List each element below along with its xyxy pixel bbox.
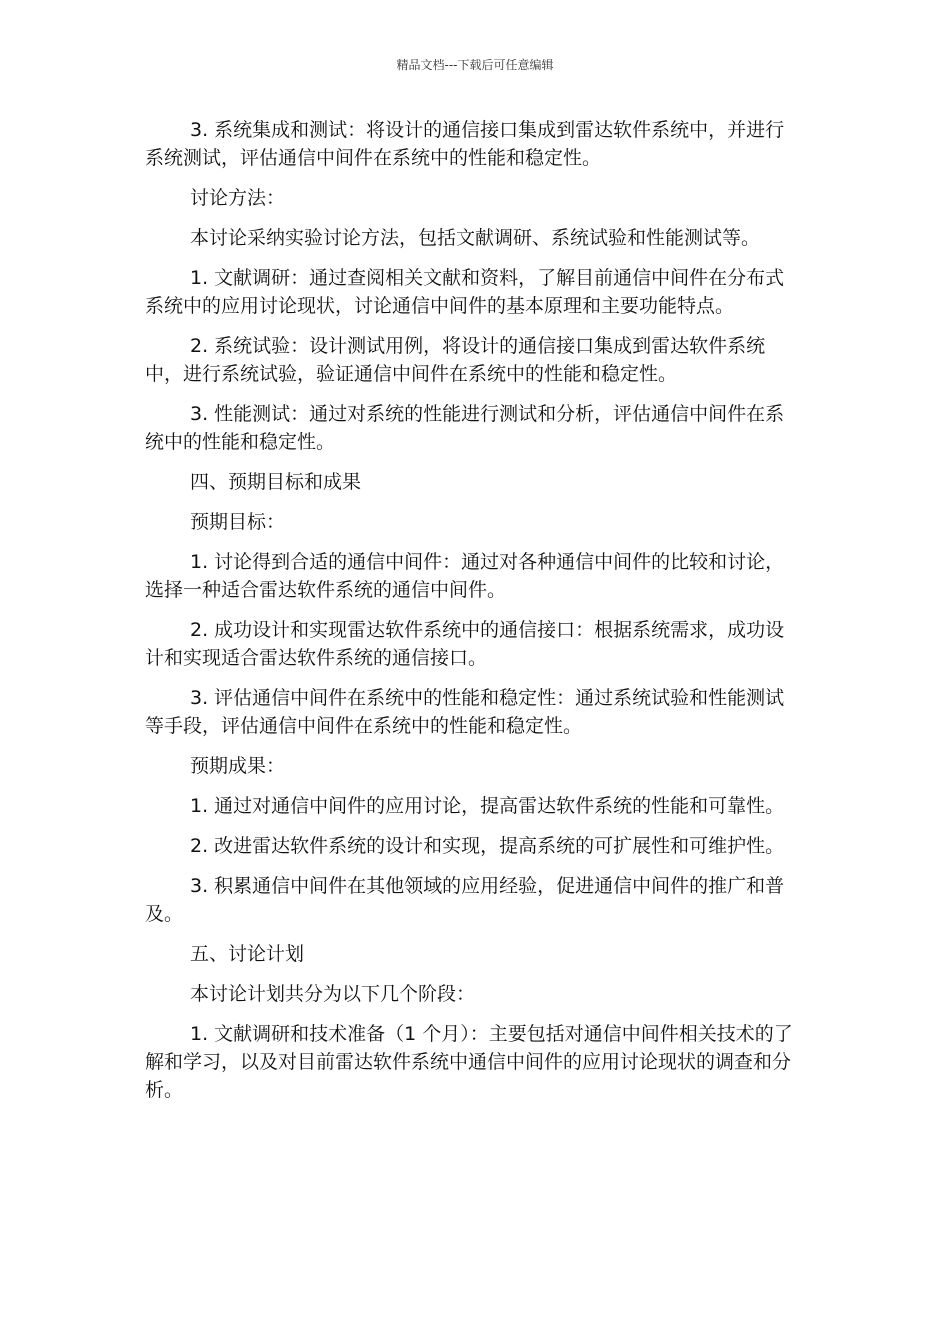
paragraph-method-intro: 本讨论采纳实验讨论方法，包括文献调研、系统试验和性能测试等。 — [190, 227, 761, 249]
paragraph-goal-1: 1. 讨论得到合适的通信中间件：通过对各种通信中间件的比较和讨论，选择一种适合雷达软件系统的通信中间件。 — [145, 551, 785, 601]
section-heading-goals: 四、预期目标和成果 — [190, 471, 362, 493]
paragraph-results-heading: 预期成果： — [190, 755, 286, 777]
paragraph-result-3: 3. 积累通信中间件在其他领域的应用经验，促进通信中间件的推广和普及。 — [145, 875, 785, 925]
paragraph-result-2: 2. 改进雷达软件系统的设计和实现，提高系统的可扩展性和可维护性。 — [190, 835, 785, 857]
paragraph-system-test: 2. 系统试验：设计测试用例，将设计的通信接口集成到雷达软件系统中，进行系统试验，验证通信中间件在系统中的性能和稳定性。 — [145, 335, 766, 385]
paragraph-goals-heading: 预期目标： — [190, 511, 286, 533]
paragraph-plan-stage-1: 1. 文献调研和技术准备（1 个月）：主要包括对通信中间件相关技术的了解和学习，以及对目前雷达软件系统中通信中间件的应用讨论现状的调查和分析。 — [145, 1023, 793, 1101]
page-header: 精品文档---下载后可任意编辑 — [396, 58, 554, 72]
paragraph-literature-review: 1. 文献调研：通过查阅相关文献和资料，了解目前通信中间件在分布式系统中的应用讨论现状，讨论通信中间件的基本原理和主要功能特点。 — [145, 267, 785, 317]
paragraph-goal-2: 2. 成功设计和实现雷达软件系统中的通信接口：根据系统需求，成功设计和实现适合雷达软件系统的通信接口。 — [145, 619, 785, 669]
section-heading-plan: 五、讨论计划 — [190, 943, 305, 965]
paragraph-result-1: 1. 通过对通信中间件的应用讨论，提高雷达软件系统的性能和可靠性。 — [190, 795, 785, 817]
document-body — [145, 116, 800, 1116]
paragraph-performance-test: 3. 性能测试：通过对系统的性能进行测试和分析，评估通信中间件在系统中的性能和稳定性。 — [145, 403, 785, 453]
paragraph-plan-intro: 本讨论计划共分为以下几个阶段： — [190, 983, 476, 1005]
paragraph-goal-3: 3. 评估通信中间件在系统中的性能和稳定性：通过系统试验和性能测试等手段，评估通信中间件在系统中的性能和稳定性。 — [145, 687, 785, 737]
paragraph-method-heading: 讨论方法： — [190, 187, 286, 209]
paragraph-system-integration: 3. 系统集成和测试：将设计的通信接口集成到雷达软件系统中，并进行系统测试，评估通信中间件在系统中的性能和稳定性。 — [145, 119, 785, 169]
